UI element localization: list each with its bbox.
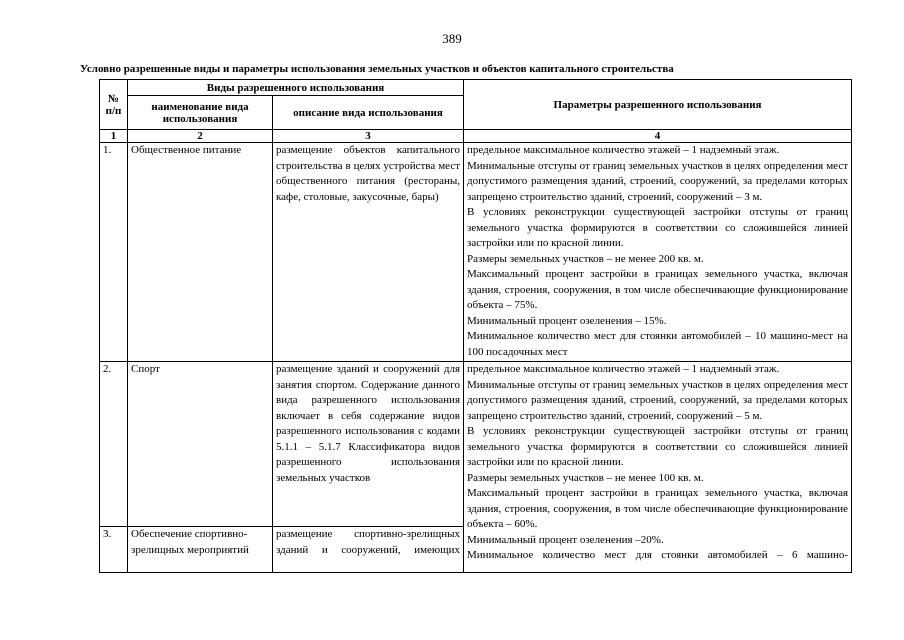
param-line: В условиях реконструкции существующей застройки отступы от границ земельного участка формируются в соответствии со сложившейся линией застройки или по красной линии. xyxy=(467,206,849,249)
row-num: 3. xyxy=(100,527,128,573)
table-row xyxy=(100,143,852,362)
row-name: Обеспечение спортивно-зрелищных мероприятий xyxy=(128,527,273,573)
param-line: Размеры земельных участков – не менее 100 кв. м. xyxy=(467,471,704,484)
param-line: Минимальное количество мест для стоянки автомобилей – 10 машино-мест на 100 посадочных мест xyxy=(467,330,849,358)
col-number-1: 1 xyxy=(100,130,128,143)
header-types-group: Виды разрешенного использования xyxy=(128,80,464,96)
param-line: Минимальные отступы от границ земельных участков в целях определения мест допустимого размещения зданий, строений, сооружений, за пределами которых запрещено строительство зданий, строений, сооружений – 5 м. xyxy=(467,378,849,422)
row-num: 2. xyxy=(100,362,128,527)
header-params: Параметры разрешенного использования xyxy=(464,80,852,130)
header-desc-col: описание вида использования xyxy=(273,96,464,130)
param-line: Минимальное количество мест для стоянки автомобилей – 6 машино- xyxy=(467,549,849,561)
land-use-table xyxy=(99,79,852,573)
param-line: Минимальные отступы от границ земельных участков в целях определения мест допустимого размещения зданий, строений, сооружений, за пределами которых запрещено строительство зданий, строений, сооружений – 3 м. xyxy=(467,159,849,203)
param-line: Максимальный процент застройки в границах земельного участка, включая здания, строения, сооружения, в том числе обеспечивающие функционирование объекта – 60%. xyxy=(467,487,849,530)
param-line: предельное максимальное количество этажей – 1 надземный этаж. xyxy=(467,363,780,375)
header-name-col: наименование вида использования xyxy=(128,96,273,130)
row-name: Спорт xyxy=(128,362,273,527)
param-line: Размеры земельных участков – не менее 200 кв. м. xyxy=(467,252,704,265)
table-title: Условно разрешенные виды и параметры использования земельных участков и объектов капитального строительства xyxy=(80,63,674,75)
page-number: 389 xyxy=(442,31,462,46)
row-params xyxy=(464,362,852,573)
param-line: Минимальный процент озеленения – 15%. xyxy=(467,314,667,327)
param-line: Максимальный процент застройки в границах земельного участка, включая здания, строения, сооружения, в том числе обеспечивающие функционирование объекта – 75%. xyxy=(467,268,849,311)
col-number-2: 2 xyxy=(128,130,273,143)
param-line: Минимальный процент озеленения –20%. xyxy=(467,533,664,546)
header-num: № п/п xyxy=(100,80,128,130)
row-description: размещение спортивно-зрелищных зданий и сооружений, имеющих xyxy=(273,527,464,573)
row-description: размещение зданий и сооружений для занятия спортом. Содержание данного вида разрешенного использования включает в себя содержание видов разрешенного использования с кодами 5.1.1 – 5.1.7 Классификатора видов разрешенного использования земельных участков xyxy=(273,362,464,527)
row-name: Общественное питание xyxy=(128,143,273,362)
row-params xyxy=(464,143,852,362)
col-number-4: 4 xyxy=(464,130,852,143)
row-num: 1. xyxy=(100,143,128,362)
param-line: В условиях реконструкции существующей застройки отступы от границ земельного участка формируются в соответствии со сложившейся линией застройки или по красной линии. xyxy=(467,425,849,468)
col-number-3: 3 xyxy=(273,130,464,143)
table-row xyxy=(100,362,852,527)
row-description: размещение объектов капитального строительства в целях устройства мест общественного питания (рестораны, кафе, столовые, закусочные, бары) xyxy=(273,143,464,362)
param-line: предельное максимальное количество этажей – 1 надземный этаж. xyxy=(467,144,780,156)
